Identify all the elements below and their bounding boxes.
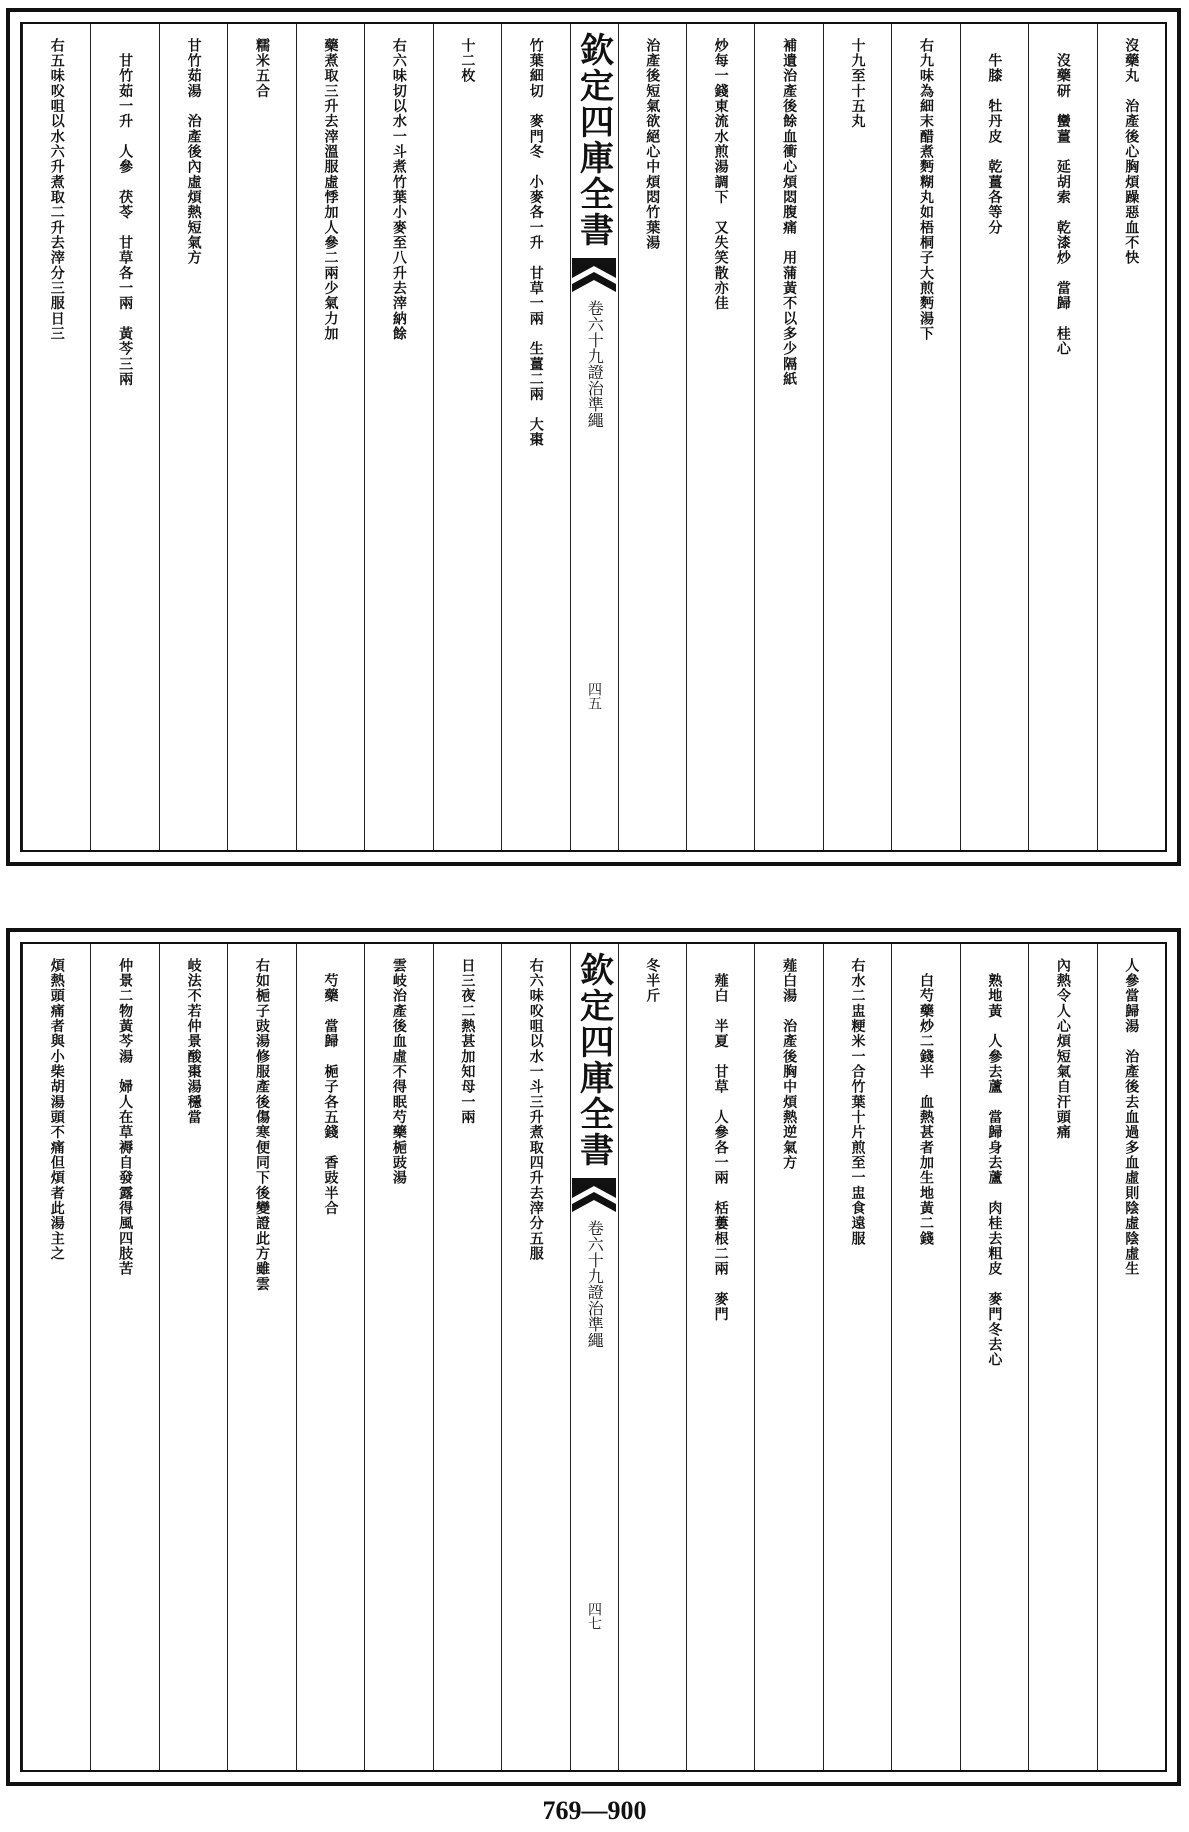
column-text: 牛膝 牡丹皮 乾薑各等分 (986, 38, 1003, 236)
text-column (433, 24, 501, 850)
text-column (296, 24, 364, 850)
column-text: 薤白 半夏 甘草 人參各一兩 栝蔞根二兩 麥門 (712, 958, 729, 1322)
column-text: 日三夜二熱甚加知母一兩 (459, 958, 476, 1125)
column-text: 沒藥丸 治產後心胸煩躁惡血不快 (1123, 38, 1140, 266)
panel-frame (20, 942, 1167, 1772)
text-column (159, 24, 227, 850)
text-columns (22, 24, 1165, 850)
text-column (823, 24, 891, 850)
text-column (227, 24, 295, 850)
text-column (686, 944, 754, 1770)
column-text: 人參當歸湯 治產後去血過多血虛則陰虛陰虛生 (1123, 958, 1140, 1277)
column-text: 右水二盅粳米一合竹葉十片煎至一盅食遠服 (849, 958, 866, 1247)
column-text: 糯米五合 (254, 38, 271, 99)
fish-tail-mark-icon (572, 1178, 616, 1212)
text-column (618, 24, 686, 850)
column-text: 炒每一錢東流水煎湯調下 又失笑散亦佳 (712, 38, 729, 311)
column-text: 右六味切以水一斗煮竹葉小麥至八升去滓納餘 (390, 38, 407, 342)
gutter-title: 欽定四庫全書 (573, 32, 614, 248)
text-column (1097, 944, 1165, 1770)
column-text: 藥煮取三升去滓溫服虛悸加人參二兩少氣力加 (322, 38, 339, 342)
column-text: 內熱令人心煩短氣自汗頭痛 (1054, 958, 1071, 1140)
column-text: 十二枚 (459, 38, 476, 84)
column-text: 甘竹茹一升 人參 茯苓 甘草各一兩 黃芩三兩 (117, 38, 134, 387)
column-text: 雲岐治產後血虛不得眠芍藥梔豉湯 (390, 958, 407, 1186)
gutter-leaf-number: 四五 (586, 682, 602, 710)
text-column (1028, 944, 1096, 1770)
text-column (960, 944, 1028, 1770)
column-text: 熟地黃 人參去蘆 當歸身去蘆 肉桂去粗皮 麥門冬去心 (986, 958, 1003, 1368)
column-text: 白芍藥炒二錢半 血熱甚者加生地黃二錢 (917, 958, 934, 1247)
gutter-subtitle (585, 1220, 603, 1348)
column-text: 薤白湯 治產後胸中煩熱逆氣方 (781, 958, 798, 1171)
text-column (754, 24, 822, 850)
text-column (618, 944, 686, 1770)
column-text: 煩熱頭痛者與小柴胡湯頭不痛但煩者此湯主之 (48, 958, 65, 1262)
fish-tail-mark-icon (572, 258, 616, 292)
text-column (960, 24, 1028, 850)
gutter-book-name: 證治準繩 (585, 364, 605, 428)
column-text: 右九味為細末醋煮麪糊丸如梧桐子大煎麪湯下 (917, 38, 934, 342)
text-column (159, 944, 227, 1770)
column-text: 岐法不若仲景酸棗湯穩當 (185, 958, 202, 1125)
panel-frame (20, 22, 1167, 852)
text-column (891, 24, 959, 850)
text-column (296, 944, 364, 1770)
column-text: 補遺治產後餘血衝心煩悶腹痛 用蒲黃不以多少隔紙 (781, 38, 798, 387)
text-column (364, 944, 432, 1770)
gutter-subtitle (585, 300, 603, 428)
text-column (1028, 24, 1096, 850)
column-text: 右六味㕮咀以水一斗三升煮取四升去滓分五服 (527, 958, 544, 1262)
column-text: 甘竹茹湯 治產後內虛煩熱短氣方 (185, 38, 202, 266)
gutter-title: 欽定四庫全書 (573, 952, 614, 1168)
text-column (22, 944, 90, 1770)
column-text: 芍藥 當歸 梔子各五錢 香豉半合 (322, 958, 339, 1216)
center-gutter (570, 24, 618, 850)
gutter-book-name: 證治準繩 (585, 1284, 605, 1348)
text-column (22, 24, 90, 850)
text-column (501, 944, 569, 1770)
column-text: 沒藥研 蠻薑 延胡索 乾漆炒 當歸 桂心 (1054, 38, 1071, 357)
gutter-volume: 卷六十九 (585, 300, 605, 364)
column-text: 右五味㕮咀以水六升煮取二升去滓分三服日三 (48, 38, 65, 342)
text-column (686, 24, 754, 850)
page-panel-bottom (6, 928, 1181, 1786)
column-text: 治產後短氣欲絕心中煩悶竹葉湯 (644, 38, 661, 251)
text-column (891, 944, 959, 1770)
column-text: 十九至十五丸 (849, 38, 866, 129)
page-number: 769—900 (542, 1796, 647, 1825)
text-column (227, 944, 295, 1770)
gutter-leaf-number: 四七 (586, 1602, 602, 1630)
column-text: 竹葉細切 麥門冬 小麥各一升 甘草一兩 生薑二兩 大棗 (527, 38, 544, 448)
text-column (754, 944, 822, 1770)
page-panel-top (6, 8, 1181, 866)
center-gutter (570, 944, 618, 1770)
text-column (433, 944, 501, 1770)
text-column (364, 24, 432, 850)
text-column (90, 24, 158, 850)
column-text: 右如梔子豉湯修服產後傷寒便同下後變證此方雖雲 (254, 958, 271, 1292)
text-column (501, 24, 569, 850)
text-columns (22, 944, 1165, 1770)
column-text: 仲景二物黃芩湯 婦人在草褥自發露得風四肢苦 (117, 958, 134, 1277)
text-column (823, 944, 891, 1770)
text-column (90, 944, 158, 1770)
gutter-volume: 卷六十九 (585, 1220, 605, 1284)
column-text: 冬半斤 (644, 958, 661, 1004)
text-column (1097, 24, 1165, 850)
